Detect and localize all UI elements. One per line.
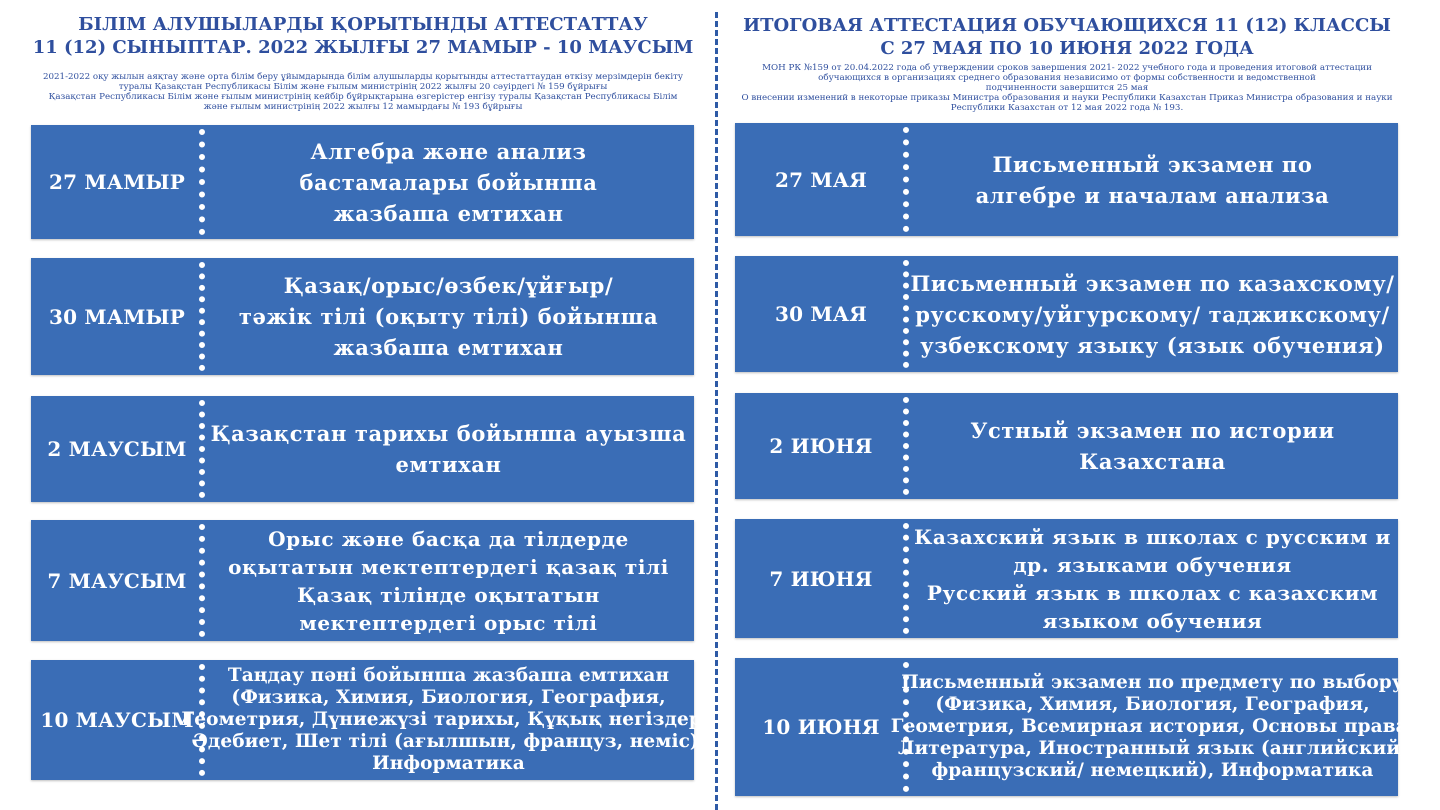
russian-exam-card-10-june (735, 658, 1415, 796)
dotted-separator (903, 260, 909, 368)
exam-description-line: Геометрия, Всемирная история, Основы права, (890, 716, 1415, 737)
kazakh-decree-text (28, 72, 698, 112)
exam-description (207, 125, 690, 239)
exam-description (181, 660, 716, 780)
dotted-separator (199, 400, 205, 498)
exam-description-line: Қазақ/орыс/өзбек/ұйғыр/ (283, 273, 614, 298)
exam-date: 2 МАУСЫМ (47, 437, 187, 461)
exam-description-line: тәжік тілі (оқыту тілі) бойынша (238, 304, 659, 329)
exam-date: 7 ИЮНЯ (769, 566, 873, 591)
exam-date: 10 МАУСЫМ (40, 708, 194, 732)
exam-description-line: Русский язык в школах с казахским (926, 580, 1379, 605)
dotted-separator (903, 397, 909, 495)
russian-title (732, 14, 1402, 60)
exam-date: 30 МАМЫР (48, 304, 186, 329)
exam-description-line: Письменный экзамен по (992, 151, 1313, 177)
exam-date: 10 ИЮНЯ (762, 715, 880, 739)
russian-decree-line-3: подчиненности завершится 25 мая (985, 83, 1149, 93)
exam-description-line: алгебре и началам анализа (975, 182, 1330, 208)
dotted-separator (903, 523, 909, 634)
russian-exam-card-27-may (735, 123, 1398, 236)
kazakh-decree-line-3: Қазақстан Республикасы Білім және ғылым министрінің кейбір бұйрықтарына өзгерістер енгізу туралы Қазақстан Республикасы Білім (48, 92, 678, 102)
exam-date: 30 МАЯ (774, 302, 868, 326)
exam-description (911, 123, 1394, 236)
exam-description (911, 519, 1394, 638)
russian-decree-line-2: обучающихся в организациях среднего образования независимо от формы собственности и ведомственной (818, 73, 1316, 83)
russian-title-line-1: ИТОГОВАЯ АТТЕСТАЦИЯ ОБУЧАЮЩИХСЯ 11 (12) КЛАССЫ (743, 15, 1391, 36)
kazakh-column (28, 0, 716, 810)
kazakh-exam-card-27-may (31, 125, 694, 239)
exam-date: 2 ИЮНЯ (769, 434, 873, 458)
kazakh-exam-card-30-may (31, 258, 694, 375)
exam-description-line: жазбаша емтихан (333, 335, 564, 360)
exam-description-line: емтихан (395, 452, 502, 477)
exam-description-line: языком обучения (1042, 608, 1263, 633)
exam-description (207, 520, 690, 641)
kazakh-exam-card-10-june (31, 660, 716, 780)
dotted-separator (199, 129, 205, 235)
exam-description-line: (Физика, Химия, Биология, География, (935, 694, 1370, 715)
russian-exam-card-30-may (735, 256, 1398, 372)
exam-description-line: французский/ немецкий), Информатика (931, 760, 1374, 781)
exam-description-line: русскому/уйгурскому/ таджикскому/ (915, 301, 1390, 327)
dotted-separator (199, 262, 205, 371)
exam-description-line: (Физика, Химия, Биология, География, (231, 687, 666, 708)
kazakh-title-line-2: 11 (12) СЫНЫПТАР. 2022 ЖЫЛҒЫ 27 МАМЫР - 10 МАУСЫМ (32, 37, 694, 58)
russian-column (732, 0, 1415, 810)
kazakh-exam-card-2-june (31, 396, 694, 502)
exam-date: 27 МАЯ (774, 167, 868, 192)
exam-description-line: узбекскому языку (язык обучения) (920, 332, 1385, 358)
dotted-separator (903, 127, 909, 232)
exam-description-line: Информатика (372, 753, 525, 774)
exam-description-line: Письменный экзамен по казахскому/ (910, 270, 1395, 296)
exam-description-line: Казахский язык в школах с русским и (914, 524, 1391, 549)
exam-description (911, 393, 1394, 499)
exam-description-line: Алгебра және анализ (310, 138, 587, 164)
kazakh-title (28, 13, 698, 59)
exam-description-line: Письменный экзамен по предмету по выбору (901, 672, 1404, 693)
exam-description (207, 258, 690, 375)
exam-description-line: Орыс және басқа да тілдерде (268, 526, 629, 551)
exam-description-line: бастамалары бойынша (299, 169, 598, 195)
exam-description-line: Геометрия, Дүниежүзі тарихы, Құқық негіздері, (181, 709, 716, 730)
russian-decree-line-4: О внесении изменений в некоторые приказы Министра образования и науки Республики Казахстан Приказ Министра образования и науки (741, 93, 1393, 103)
russian-exam-card-7-june (735, 519, 1398, 638)
exam-description-line: Қазақстан тарихы бойынша ауызша (210, 421, 687, 446)
exam-description (207, 396, 690, 502)
exam-description-line: др. языками обучения (1013, 552, 1292, 577)
russian-decree-line-5: Республики Казахстан от 12 мая 2022 года № 193. (950, 103, 1184, 113)
kazakh-decree-line-4: және ғылым министрінің 2022 жылғы 12 мамырдағы № 193 бұйрығы (203, 102, 523, 112)
exam-description (890, 658, 1415, 796)
exam-description-line: Литература, Иностранный язык (английский/ (898, 738, 1407, 759)
russian-exam-card-2-june (735, 393, 1398, 499)
russian-decree-text (732, 63, 1402, 113)
exam-date: 27 МАМЫР (48, 170, 186, 194)
russian-title-line-2: С 27 МАЯ ПО 10 ИЮНЯ 2022 ГОДА (880, 38, 1254, 59)
kazakh-decree-line-1: 2021-2022 оқу жылын аяқтау және орта білім беру ұйымдарында білім алушыларды қорытынды аттестаттаудан өткізу мерзімдерін бекіту (42, 72, 684, 82)
kazakh-exam-card-7-june (31, 520, 694, 641)
exam-description-line: Казахстана (1079, 449, 1226, 474)
exam-description-line: Қазақ тілінде оқытатын (297, 582, 600, 607)
kazakh-decree-line-2: туралы Қазақстан Республикасы Білім және ғылым министрінің 2022 жылғы 20 сәуірдегі № 159 бұйрығы (118, 82, 608, 92)
exam-description-line: мектептердегі орыс тілі (299, 610, 598, 635)
exam-description-line: Устный экзамен по истории (970, 418, 1335, 443)
column-divider (715, 12, 718, 810)
kazakh-title-line-1: БІЛІМ АЛУШЫЛАРДЫ ҚОРЫТЫНДЫ АТТЕСТАТТАУ (78, 14, 648, 35)
exam-date: 7 МАУСЫМ (47, 568, 187, 593)
russian-decree-line-1: МОН РК №159 от 20.04.2022 года об утверждении сроков завершения 2021- 2022 учебного года и проведения итоговой аттестации (762, 63, 1372, 73)
exam-description-line: Таңдау пәні бойынша жазбаша емтихан (227, 665, 670, 686)
exam-description-line: Әдебиет, Шет тілі (ағылшын, француз, неміс), (191, 731, 706, 752)
dotted-separator (199, 524, 205, 637)
exam-description (911, 256, 1394, 372)
exam-description-line: оқытатын мектептердегі қазақ тілі (228, 554, 669, 579)
exam-description-line: жазбаша емтихан (333, 200, 564, 226)
